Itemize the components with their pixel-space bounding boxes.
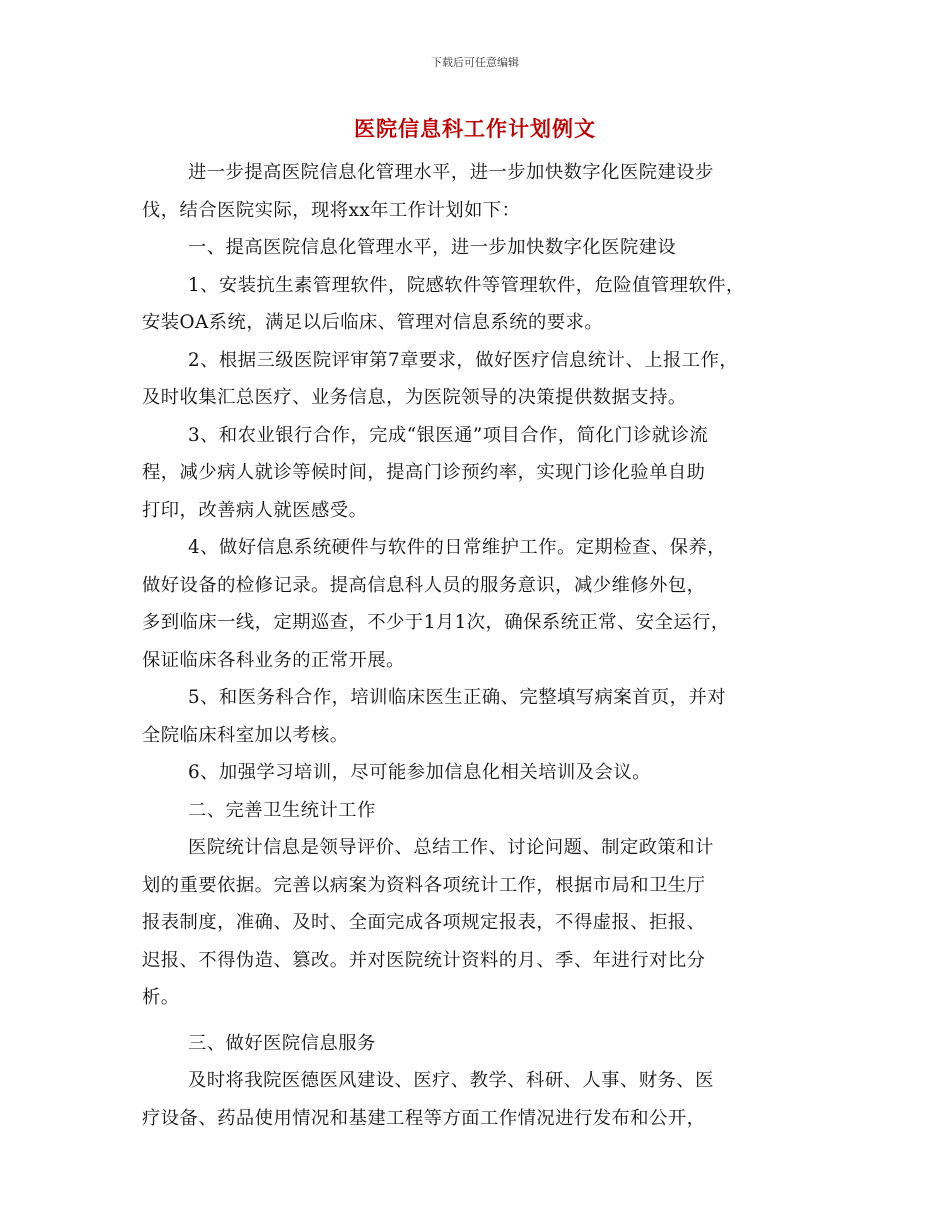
paragraph-line: 及时将我院医德医风建设、医疗、教学、科研、人事、财务、医 (188, 1070, 714, 1091)
paragraph-line: 5、和医务科合作，培训临床医生正确、完整填写病案首页，并对 (188, 687, 727, 708)
paragraph-line: 及时收集汇总医疗、业务信息，为医院领导的决策提供数据支持。 (142, 387, 687, 408)
page-header: 下载后可任意编辑 (431, 56, 519, 69)
paragraph-line: 程，减少病人就诊等候时间，提高门诊预约率，实现门诊化验单自助 (142, 462, 706, 483)
document-body (142, 160, 822, 1143)
paragraph-line: 进一步提高医院信息化管理水平，进一步加快数字化医院建设步 (188, 162, 714, 183)
paragraph-line: 划的重要依据。完善以病案为资料各项统计工作，根据市局和卫生厅 (142, 874, 706, 896)
paragraph-line: 3、和农业银行合作，完成“银医通”项目合作，简化门诊就诊流 (188, 424, 709, 446)
paragraph-line: 析。 (142, 987, 180, 1008)
section-heading: 三、做好医院信息服务 (188, 1032, 376, 1054)
paragraph-line: 报表制度，准确、及时、全面完成各项规定报表，不得虚报、拒报、 (142, 912, 706, 933)
paragraph-line: 疗设备、药品使用情况和基建工程等方面工作情况进行发布和公开， (142, 1107, 706, 1129)
document-title: 医院信息科工作计划例文 (354, 116, 596, 141)
paragraph-line: 4、做好信息系统硬件与软件的日常维护工作。定期检查、保养， (188, 537, 727, 558)
paragraph-line: 2、根据三级医院评审第7章要求，做好医疗信息统计、上报工作， (188, 349, 739, 371)
paragraph-line: 安装OA系统，满足以后临床、管理对信息系统的要求。 (142, 312, 604, 333)
paragraph-line: 做好设备的检修记录。提高信息科人员的服务意识，减少维修外包， (142, 574, 706, 596)
paragraph-line: 1、安装抗生素管理软件，院感软件等管理软件，危险值管理软件， (188, 274, 745, 296)
paragraph-line: 打印，改善病人就医感受。 (142, 499, 368, 521)
paragraph-line: 6、加强学习培训，尽可能参加信息化相关培训及会议。 (188, 762, 651, 783)
paragraph-line: 伐，结合医院实际，现将xx年工作计划如下： (142, 199, 521, 221)
paragraph-line: 保证临床各科业务的正常开展。 (142, 649, 405, 671)
paragraph-line: 全院临床科室加以考核。 (142, 724, 349, 746)
section-heading: 二、完善卫生统计工作 (188, 799, 376, 821)
section-heading: 一、提高医院信息化管理水平，进一步加快数字化医院建设 (188, 237, 677, 258)
paragraph-line: 多到临床一线，定期巡查，不少于1月1次，确保系统正常、安全运行， (142, 612, 730, 633)
paragraph-line: 医院统计信息是领导评价、总结工作、讨论问题、制定政策和计 (188, 837, 714, 858)
paragraph-line: 迟报、不得伪造、篡改。并对医院统计资料的月、季、年进行对比分 (142, 949, 706, 971)
